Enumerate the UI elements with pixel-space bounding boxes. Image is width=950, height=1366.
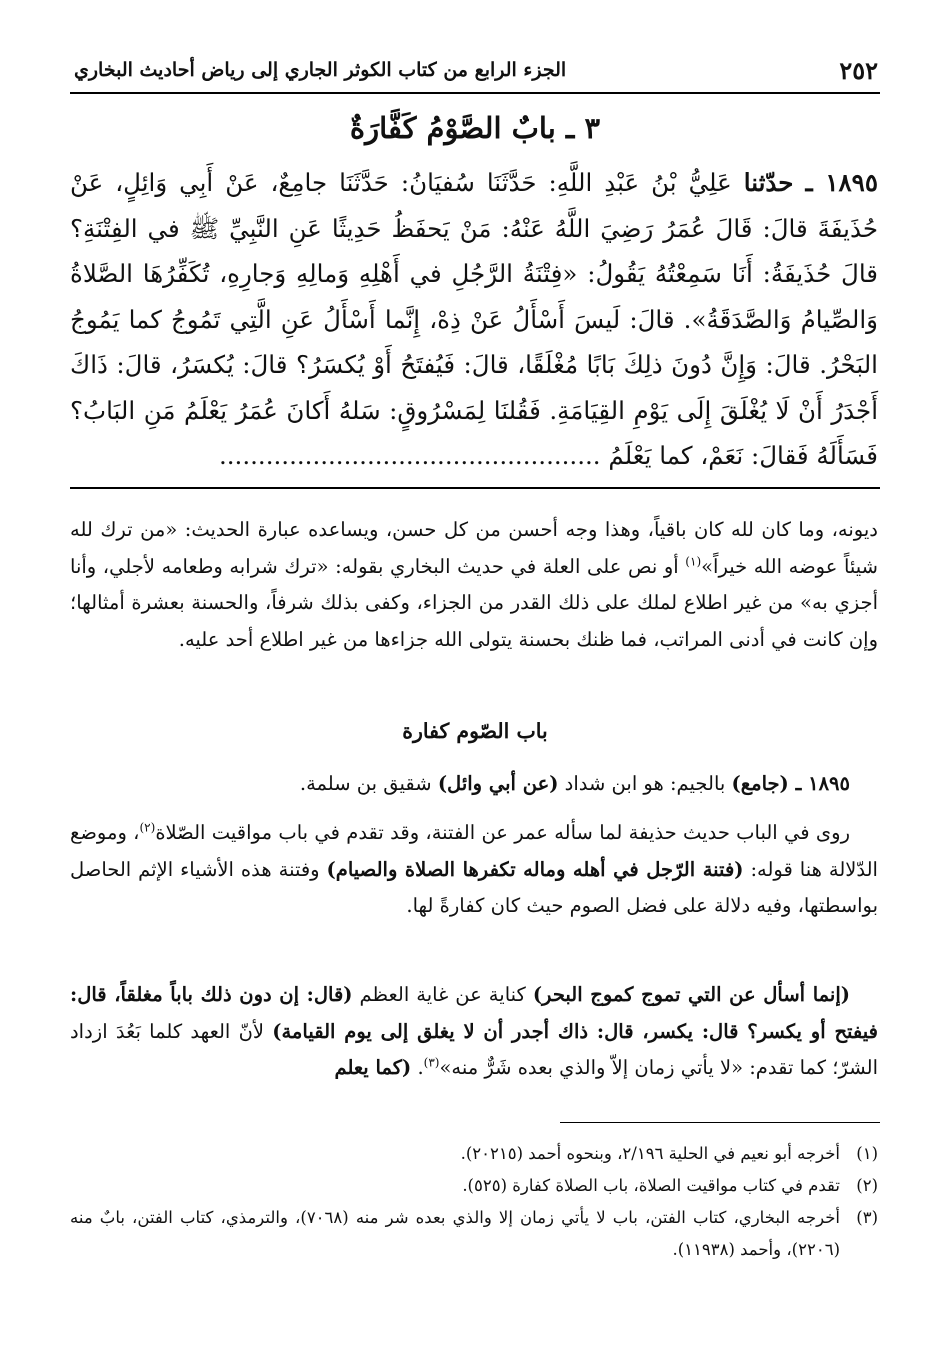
commentary-number: ١٨٩٥ ـ [788,772,850,795]
commentary-text: روى في الباب حديث حذيفة لما سأله عمر عن الفتنة، وقد تقدم في باب مواقيت الصّلاة [155,821,850,844]
commentary-quote: (فتنة الرّجل في أهله وماله تكفرها الصلاة والصيام) [326,857,744,881]
footnote-number: (٢) [856,1176,878,1195]
commentary-text: شقيق بن سلمة. [299,772,438,795]
commentary-term: (عن أبي وائل) [437,772,559,795]
footnote-item [70,1138,878,1170]
commentary-paragraph-2 [70,766,878,803]
hadith-number: ١٨٩٥ ـ [805,168,878,197]
footnote-item [70,1202,878,1266]
header-divider [70,92,880,94]
commentary-paragraph-1 [70,512,878,658]
page-number: ٢٥٢ [839,55,878,85]
footnote-divider [560,1122,880,1123]
commentary-text: لأنّ العهد كلما بَعُدَ ازداد الشرّ؛ كما تقدم: «لا يأتي زمان إلاّ والذي بعده شَرٌّ منه» [70,1019,878,1079]
commentary-text: ديونه، وما كان لله كان باقياً، وهذا وجه أحسن من كل حسن، ويساعده عبارة الحديث: «من ترك لله شيئاً عوضه الله خيراً» [70,518,878,578]
commentary-paragraph-3 [70,815,878,925]
commentary-text: كناية عن غاية العظم [352,983,533,1006]
footnote-text: تقدم في كتاب مواقيت الصلاة، باب الصلاة كفارة (٥٢٥). [462,1176,840,1195]
footnote-text: أخرجه أبو نعيم في الحلية ٢/١٩٦، وبنحوه أحمد (٢٠٢١٥). [460,1144,840,1163]
running-header-title: الجزء الرابع من كتاب الكوثر الجاري إلى رياض أحاديث البخاري [74,59,567,81]
commentary-text: أو نص على العلة في حديث البخاري بقوله: «ترك شرابه وطعامه لأجلي، وأنا أجزي به» من غير اطلاع لملك على ذلك القدر من الجزاء، وكفى بذلك شرفاً، والحسنة بعشرة أمثالها؛ وإن كانت في أدنى المراتب، فما ظنك بحسنة يتولى الله جزاءها من غير اطلاع أحد عليه. [70,554,878,651]
commentary-paragraph-4 [70,977,878,1087]
hadith-chapter-title: ٣ ـ بابٌ الصَّوْمُ كَفَّارَةٌ [349,111,601,145]
footnotes [70,1138,878,1266]
commentary-text: . [411,1056,424,1079]
footnote-ref-3: (٣) [423,1055,440,1070]
hadith-chain-label: حدّثنا [743,168,794,197]
hadith-body: عَلِيُّ بْنُ عَبْدِ اللَّهِ: حَدَّثَنَا سُفيَانُ: حَدَّثَنَا جامِعٌ، عَنْ أَبِي وَائِلٍ، عَنْ حُذَيفَةَ قالَ: قَالَ عُمَرُ رَضِيَ اللَّهُ عَنْهُ: مَنْ يَحفَظُ حَدِيثًا عَنِ النَّبِيِّ ﷺ في الفِتْنَةِ؟ قالَ حُذَيفَةُ: أَنَا سَمِعْتُهُ يَقُولُ: «فِتْنَةُ الرَّجُلِ في أَهْلِهِ وَمالِهِ وَجارِهِ، تُكَفِّرُهَا الصَّلاةُ وَالصِّيامُ وَالصَّدَقَةُ». قالَ: لَيسَ أَسْأَلُ عَنْ ذِهْ، إِنَّما أَسْأَلُ عَنِ الَّتِي تَمُوجُ كما يَمُوجُ البَحْرُ. قالَ: وَإِنَّ دُونَ ذلِكَ بَابًا مُغْلَقًا، قالَ: فَيُفتَحُ أَوْ يُكسَرُ؟ قالَ: يُكسَرُ، قالَ: ذَاكَ أَجْدَرُ أَنْ لَا يُغْلَقَ إِلَى يَوْمِ القِيَامَةِ. فَقُلنَا لِمَسْرُوقٍ: سَلهُ أَكانَ عُمَرُ يَعْلَمُ مَنِ البَابُ؟ فَسَأَلَهُ فَقالَ: نَعَمْ، كما يَعْلَمُ [70,168,878,470]
footnote-ref-2: (٢) [139,820,156,835]
commentary-chapter-title: باب الصّوم كفارة [402,719,548,743]
commentary-text: بالجيم: هو ابن شداد [558,772,732,795]
section-divider [70,487,880,489]
continuation-dots: ................................................. [218,441,609,470]
hadith-text-block [70,160,878,479]
commentary-quote: (إنما أسأل عن التي تموج كموج البحر) [532,983,850,1006]
commentary-term: (جامع) [731,772,789,795]
footnote-number: (١) [856,1144,878,1163]
commentary-quote: (كما يعلم [334,1056,412,1079]
footnote-item [70,1170,878,1202]
footnote-text: أخرجه البخاري، كتاب الفتن، باب لا يأتي زمان إلا والذي بعده شر منه (٧٠٦٨)، والترمذي، كتاب الفتن، بابٌ منه (٢٢٠٦)، وأحمد (١١٩٣٨). [70,1208,840,1259]
footnote-number: (٣) [856,1208,878,1227]
commentary-text: وفتنة هذه الأشياء الإثم الحاصل بواسطتها، وفيه دلالة على فضل الصوم حيث كان كفارةً لها. [70,857,878,917]
running-header [74,52,878,88]
footnote-ref-1: (١) [685,554,702,568]
commentary-quote: (قال: إن دون ذلك باباً مغلقاً، قال: فيفتح أو يكسر؟ قال: يكسر، قال: ذاك أجدر أن لا يغلق إلى يوم القيامة) [70,983,878,1043]
commentary-text: ، وموضع الدّلالة هنا قوله: [70,821,878,881]
